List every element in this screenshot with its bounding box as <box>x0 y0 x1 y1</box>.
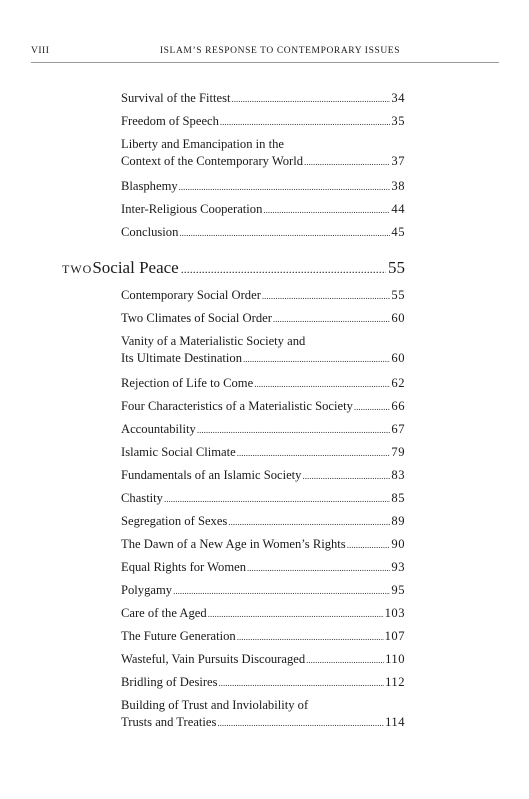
toc-entry-page: 85 <box>391 491 405 505</box>
running-title: ISLAM’S RESPONSE TO CONTEMPORARY ISSUES <box>159 46 401 56</box>
toc-entry-page: 110 <box>385 652 405 666</box>
dot-leader <box>237 445 391 462</box>
toc-entry-label: Equal Rights for Women <box>121 560 247 574</box>
toc-entry-page: 37 <box>391 154 405 168</box>
dot-leader <box>347 537 391 554</box>
toc-entry-label: Segregation of Sexes <box>121 514 228 528</box>
dot-leader <box>247 560 390 577</box>
toc-entry[interactable] <box>121 333 405 368</box>
dot-leader <box>237 629 384 646</box>
toc-entry-label: Inter-Religious Cooperation <box>121 202 263 216</box>
toc-entry-label: Chastity <box>121 491 163 505</box>
toc-entry[interactable] <box>121 467 405 485</box>
toc-entry-label: Accountability <box>121 422 196 436</box>
toc-entry[interactable] <box>121 136 405 171</box>
toc-entry-label: Four Characteristics of a Materialistic Society <box>121 399 353 413</box>
running-header <box>31 44 499 63</box>
dot-leader <box>263 202 390 219</box>
toc-entry-label: Trusts and Treaties <box>121 715 217 729</box>
toc-entry-page: 90 <box>391 537 405 551</box>
toc-entry-page: 95 <box>391 583 405 597</box>
toc-entry[interactable] <box>121 224 405 242</box>
toc-entry-page: 38 <box>391 179 405 193</box>
toc-entry-label: Care of the Aged <box>121 606 207 620</box>
toc-entry-page: 114 <box>385 715 405 729</box>
toc-entry-page: 55 <box>391 288 405 302</box>
toc-entry-label: Conclusion <box>121 225 179 239</box>
dot-leader <box>179 225 390 242</box>
toc-entry[interactable] <box>121 421 405 439</box>
toc-entry[interactable] <box>121 559 405 577</box>
toc-entry-label: Survival of the Fittest <box>121 91 231 105</box>
toc-entry[interactable] <box>121 310 405 328</box>
toc-entry-label: Its Ultimate Destination <box>121 351 243 365</box>
toc-entry[interactable] <box>121 582 405 600</box>
toc-entry-label-line1: Building of Trust and Inviolability of <box>121 698 309 712</box>
toc-entry-page: 62 <box>391 376 405 390</box>
toc-entry-label: Fundamentals of an Islamic Society <box>121 468 302 482</box>
dot-leader <box>243 351 390 368</box>
toc-entry-page: 83 <box>391 468 405 482</box>
toc-entry[interactable] <box>121 201 405 219</box>
dot-leader <box>181 257 386 281</box>
toc-entry-label: Contemporary Social Order <box>121 288 261 302</box>
toc-entry-page: 103 <box>384 606 405 620</box>
dot-leader <box>179 179 391 196</box>
toc-entry-label: Context of the Contemporary World <box>121 154 304 168</box>
toc-entry[interactable] <box>121 651 405 669</box>
dot-leader <box>306 652 384 669</box>
toc-entry-page: 107 <box>384 629 405 643</box>
chapter-page: 55 <box>388 258 405 277</box>
toc-entry-page: 45 <box>391 225 405 239</box>
toc-entry-label: Polygamy <box>121 583 173 597</box>
toc-entry-label: Wasteful, Vain Pursuits Discouraged <box>121 652 306 666</box>
dot-leader <box>254 376 390 393</box>
toc-entry[interactable] <box>121 287 405 305</box>
toc-entry[interactable] <box>121 605 405 623</box>
toc-entry-label: The Future Generation <box>121 629 236 643</box>
toc-entry-page: 66 <box>391 399 405 413</box>
dot-leader <box>273 311 390 328</box>
dot-leader <box>217 715 384 732</box>
dot-leader <box>354 399 391 416</box>
toc-entry-label: Islamic Social Climate <box>121 445 236 459</box>
toc-entry[interactable] <box>121 398 405 416</box>
toc-entry-label: Rejection of Life to Come <box>121 376 254 390</box>
dot-leader <box>262 288 391 305</box>
toc-entry[interactable] <box>121 674 405 692</box>
toc-entry[interactable] <box>121 444 405 462</box>
toc-entry-page: 93 <box>391 560 405 574</box>
toc-entry[interactable] <box>121 113 405 131</box>
toc-entry-label-line1: Vanity of a Materialistic Society and <box>121 334 306 348</box>
toc-entry-label: Blasphemy <box>121 179 178 193</box>
toc-entry[interactable] <box>121 513 405 531</box>
chapter-number: TWO <box>62 262 93 276</box>
toc-entry[interactable] <box>121 628 405 646</box>
toc-entry-label: Two Climates of Social Order <box>121 311 272 325</box>
dot-leader <box>164 491 390 508</box>
toc-entry-label-line1: Liberty and Emancipation in the <box>121 137 284 151</box>
toc-entry-label: Freedom of Speech <box>121 114 219 128</box>
toc-entry-page: 35 <box>391 114 405 128</box>
page-folio: VIII <box>31 46 50 56</box>
toc-entry-label: The Dawn of a New Age in Women’s Rights <box>121 537 346 551</box>
toc-entry-page: 44 <box>391 202 405 216</box>
toc-entry-page: 34 <box>391 91 405 105</box>
toc-entry[interactable] <box>121 490 405 508</box>
toc-entry[interactable] <box>121 536 405 554</box>
dot-leader <box>197 422 391 439</box>
dot-leader <box>304 154 390 171</box>
toc-entry-label: Bridling of Desires <box>121 675 218 689</box>
toc-entry[interactable] <box>121 697 405 732</box>
chapter-title: Social Peace <box>92 258 179 277</box>
toc-entry-page: 112 <box>385 675 405 689</box>
toc-entry[interactable] <box>121 375 405 393</box>
dot-leader <box>219 675 385 692</box>
toc-entry-page: 60 <box>391 311 405 325</box>
chapter-heading[interactable] <box>62 256 405 281</box>
toc-entry[interactable] <box>121 178 405 196</box>
dot-leader <box>220 114 390 131</box>
toc-entry-page: 67 <box>391 422 405 436</box>
toc-entry-page: 89 <box>391 514 405 528</box>
dot-leader <box>232 91 391 108</box>
toc-entry-page: 79 <box>391 445 405 459</box>
toc-entry[interactable] <box>121 90 405 108</box>
dot-leader <box>228 514 390 531</box>
dot-leader <box>208 606 384 623</box>
toc-entry-page: 60 <box>391 351 405 365</box>
dot-leader <box>302 468 390 485</box>
dot-leader <box>173 583 390 600</box>
